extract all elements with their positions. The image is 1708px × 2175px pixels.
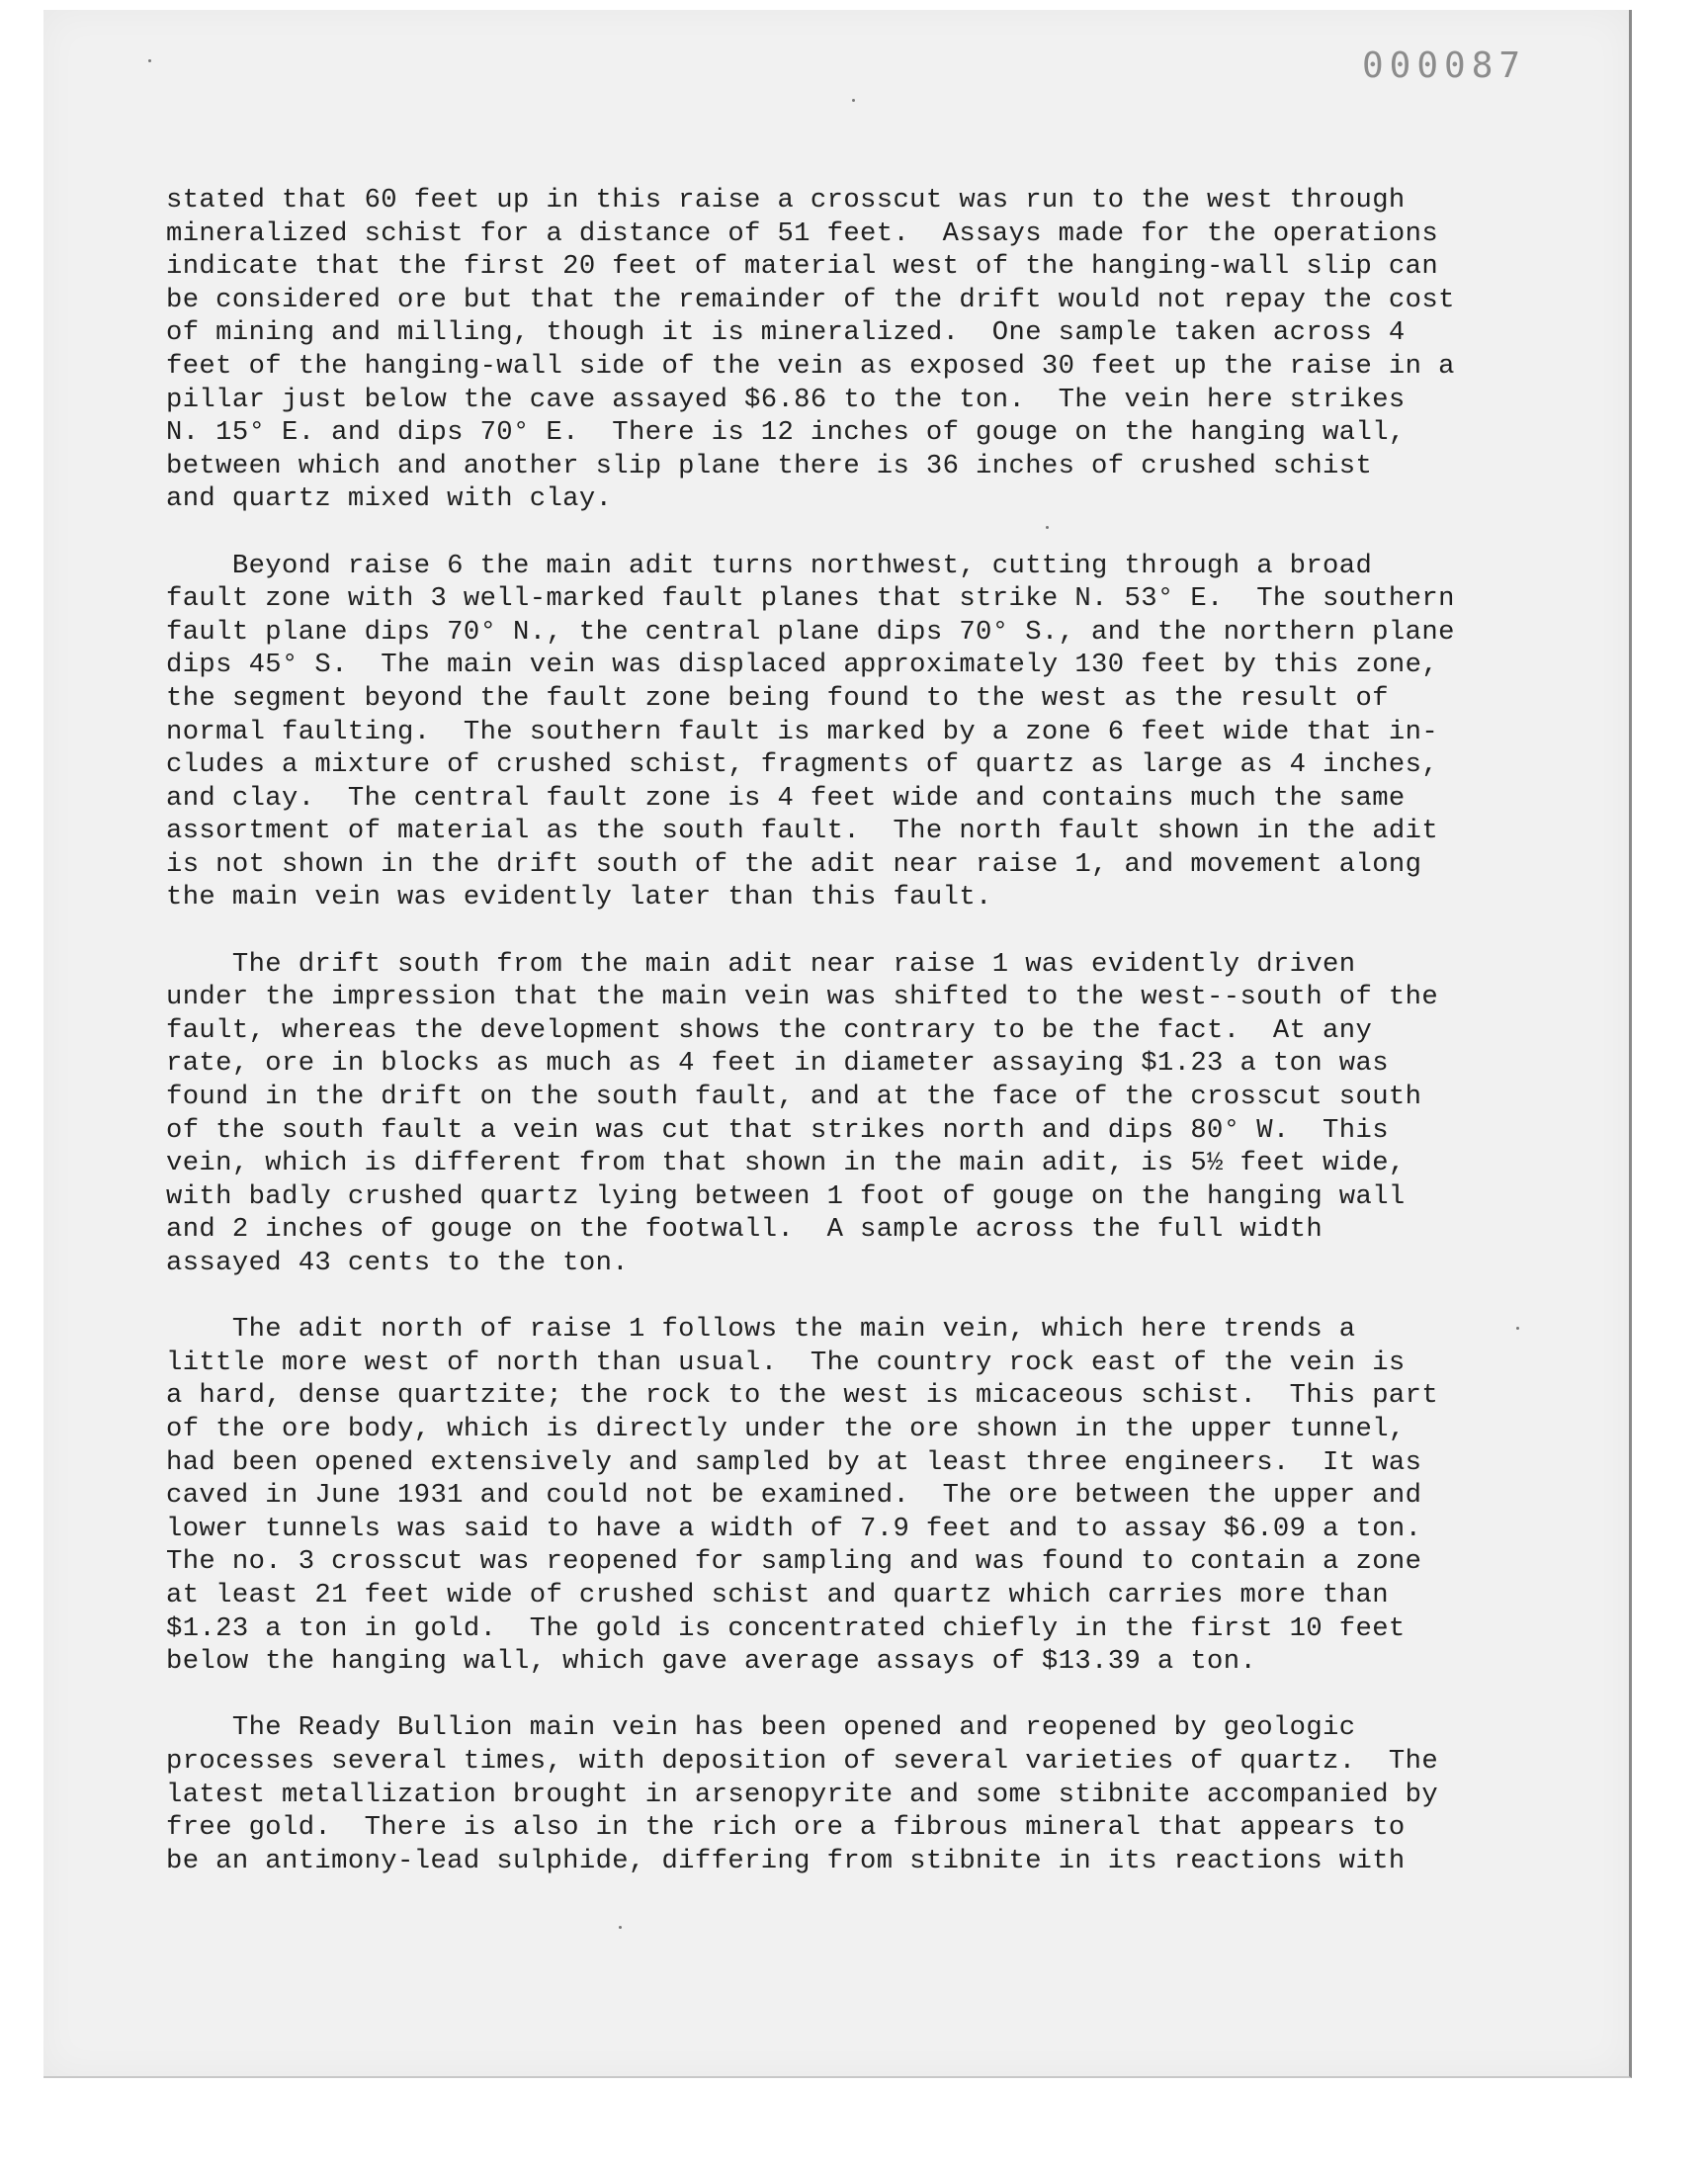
text-line: fault zone with 3 well-marked fault planes that strike N. 53° E. The southern (166, 583, 1455, 615)
text-line: caved in June 1931 and could not be examined. The ore between the upper and (166, 1480, 1422, 1512)
paragraph (166, 948, 1491, 1280)
text-line: dips 45° S. The main vein was displaced approximately 130 feet by this zone, (166, 650, 1439, 681)
scan-speck (1516, 1327, 1519, 1330)
text-line: between which and another slip plane there is 36 inches of crushed schist (166, 450, 1373, 481)
text-line: free gold. There is also in the rich ore a fibrous mineral that appears to (166, 1812, 1406, 1844)
text-line: feet of the hanging-wall side of the vein as exposed 30 feet up the raise in a (166, 350, 1455, 382)
text-line: rate, ore in blocks as much as 4 feet in diameter assaying $1.23 a ton was (166, 1048, 1389, 1080)
text-line: the segment beyond the fault zone being found to the west as the result of (166, 682, 1389, 714)
text-line: cludes a mixture of crushed schist, fragments of quartz as large as 4 inches, (166, 749, 1439, 781)
text-line: The adit north of raise 1 follows the main vein, which here trends a (166, 1314, 1356, 1346)
document-body (166, 184, 1491, 1911)
text-line: at least 21 feet wide of crushed schist and quartz which carries more than (166, 1579, 1389, 1610)
text-line: below the hanging wall, which gave average assays of $13.39 a ton. (166, 1646, 1257, 1678)
text-line: $1.23 a ton in gold. The gold is concentrated chiefly in the first 10 feet (166, 1612, 1406, 1644)
text-line: and clay. The central fault zone is 4 feet wide and contains much the same (166, 782, 1406, 814)
text-line: the main vein was evidently later than this fault. (166, 882, 992, 914)
text-line: with badly crushed quartz lying between 1 foot of gouge on the hanging wall (166, 1180, 1406, 1212)
text-line: and 2 inches of gouge on the footwall. A sample across the full width (166, 1214, 1324, 1246)
text-line: lower tunnels was said to have a width of 7.9 feet and to assay $6.09 a ton. (166, 1513, 1422, 1544)
text-line: pillar just below the cave assayed $6.86 to the ton. The vein here strikes (166, 384, 1406, 415)
text-line: and quartz mixed with clay. (166, 483, 613, 515)
text-line: be an antimony-lead sulphide, differing from stibnite in its reactions with (166, 1845, 1406, 1876)
paragraph (166, 550, 1491, 915)
page-number: 000087 (1362, 45, 1527, 86)
scan-speck (619, 1926, 622, 1929)
text-line: fault, whereas the development shows the contrary to be the fact. At any (166, 1014, 1373, 1046)
text-line: Beyond raise 6 the main adit turns northwest, cutting through a broad (166, 550, 1373, 581)
paragraph (166, 1711, 1491, 1877)
text-line: be considered ore but that the remainder of the drift would not repay the cost (166, 284, 1455, 315)
text-line: little more west of north than usual. The country rock east of the vein is (166, 1347, 1406, 1378)
text-line: of mining and milling, though it is mineralized. One sample taken across 4 (166, 317, 1406, 349)
text-line: mineralized schist for a distance of 51 feet. Assays made for the operations (166, 218, 1439, 249)
text-line: The drift south from the main adit near raise 1 was evidently driven (166, 948, 1356, 980)
text-line: assayed 43 cents to the ton. (166, 1248, 630, 1278)
text-line: The no. 3 crosscut was reopened for sampling and was found to contain a zone (166, 1546, 1422, 1578)
text-line: indicate that the first 20 feet of material west of the hanging-wall slip can (166, 251, 1439, 283)
paragraph (166, 184, 1491, 516)
scan-speck (852, 99, 855, 102)
text-line: processes several times, with deposition of several varieties of quartz. The (166, 1745, 1439, 1777)
text-line: The Ready Bullion main vein has been opened and reopened by geologic (166, 1712, 1356, 1744)
text-line: assortment of material as the south fault. The north fault shown in the adit (166, 816, 1439, 847)
text-line: vein, which is different from that shown in the main adit, is 5½ feet wide, (166, 1148, 1406, 1179)
text-line: of the ore body, which is directly under the ore shown in the upper tunnel, (166, 1413, 1406, 1444)
text-line: under the impression that the main vein was shifted to the west--south of the (166, 982, 1439, 1013)
text-line: a hard, dense quartzite; the rock to the west is micaceous schist. This part (166, 1380, 1439, 1412)
text-line: found in the drift on the south fault, and at the face of the crosscut south (166, 1082, 1422, 1113)
text-line: normal faulting. The southern fault is marked by a zone 6 feet wide that in- (166, 716, 1439, 747)
text-line: is not shown in the drift south of the adit near raise 1, and movement along (166, 848, 1422, 880)
text-line: latest metallization brought in arsenopyrite and some stibnite accompanied by (166, 1779, 1439, 1810)
scan-speck (148, 59, 151, 62)
text-line: stated that 60 feet up in this raise a crosscut was run to the west through (166, 185, 1406, 216)
text-line: of the south fault a vein was cut that strikes north and dips 80° W. This (166, 1114, 1389, 1146)
paragraph (166, 1313, 1491, 1679)
text-line: N. 15° E. and dips 70° E. There is 12 inches of gouge on the hanging wall, (166, 417, 1406, 449)
text-line: fault plane dips 70° N., the central plane dips 70° S., and the northern plane (166, 616, 1455, 648)
text-line: had been opened extensively and sampled by at least three engineers. It was (166, 1446, 1422, 1478)
